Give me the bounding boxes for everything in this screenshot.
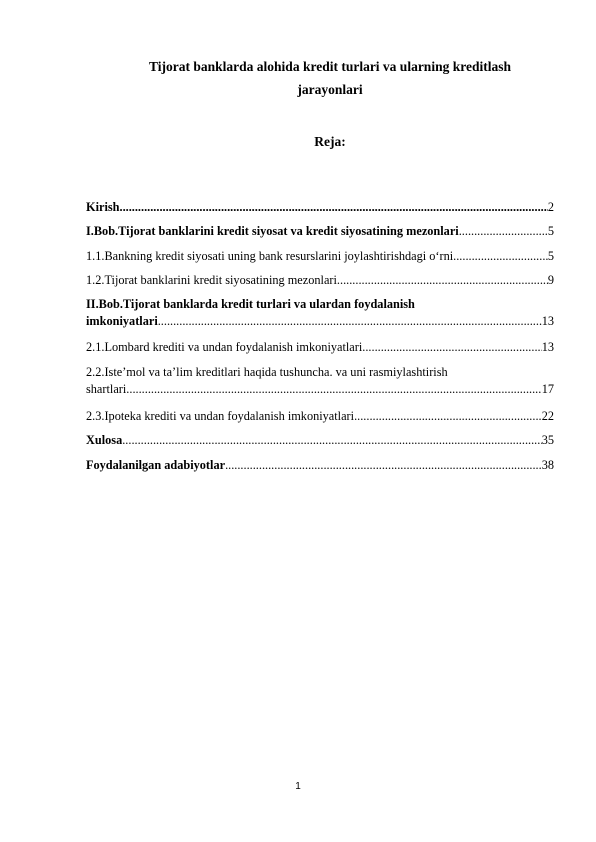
- toc-entry-page: 35: [541, 433, 554, 447]
- toc-entry-page: 38: [541, 458, 554, 472]
- toc-entry-page: 13: [541, 314, 554, 328]
- toc-leader-dots: [123, 200, 548, 215]
- document-title-line-1: Tijorat banklarda alohida kredit turlari va ularning kreditlash: [149, 59, 511, 74]
- toc-entry-page: 13: [541, 340, 554, 354]
- toc-entry-conclusion[interactable]: [86, 433, 554, 449]
- toc-entry-page: 2: [547, 200, 554, 214]
- toc-entry-section-1-1[interactable]: [86, 249, 554, 265]
- toc-entry-text: imkoniyatlari: [86, 314, 158, 328]
- toc-leader-dots: [122, 433, 541, 448]
- toc-entry-text: Xulosa: [86, 433, 123, 447]
- toc-entry-text: 1.1.Bankning kredit siyosati uning bank resurslarini joylashtirishdagi o‘rni.: [86, 249, 457, 263]
- toc-entry-section-1-2[interactable]: [86, 273, 554, 289]
- toc-entry-text: 2.1.Lombard krediti va undan foydalanish imkoniyatlari: [86, 340, 363, 354]
- toc-entry-page: 17: [541, 382, 554, 396]
- toc-entry-references[interactable]: [86, 458, 554, 474]
- toc-entry-section-2-2-line-1[interactable]: 2.2.Iste’mol va ta’lim kreditlari haqida tushuncha. va uni rasmiylashtirish: [86, 365, 448, 379]
- toc-entry-chapter-1[interactable]: [86, 224, 554, 240]
- toc-leader-dots: [354, 409, 542, 424]
- toc-entry-chapter-2-line-1[interactable]: II.Bob.Tijorat banklarda kredit turlari va ulardan foydalanish: [86, 297, 415, 311]
- toc-leader-dots: [126, 382, 541, 397]
- toc-entry-text: 2.3.Ipoteka krediti va undan foydalanish imkoniyatlari: [86, 409, 355, 423]
- page-number: 1: [295, 781, 301, 792]
- toc-entry-page: 5: [547, 249, 554, 263]
- toc-entry-text: Foydalanilgan adabiyotlar: [86, 458, 226, 472]
- toc-leader-dots: [459, 224, 548, 239]
- toc-entry-page: 22: [541, 409, 554, 423]
- toc-entry-chapter-2[interactable]: [86, 314, 554, 330]
- toc-entry-page: 5: [547, 224, 554, 238]
- toc-leader-dots: [225, 458, 542, 473]
- toc-leader-dots: [456, 249, 548, 264]
- document-title-line-2: jarayonlari: [297, 82, 363, 97]
- toc-leader-dots: [337, 273, 548, 288]
- toc-entry-text: shartlari: [86, 382, 127, 396]
- toc-entry-text: Kirish.: [86, 200, 123, 214]
- plan-heading: Reja:: [314, 134, 346, 149]
- toc-entry-page: 9: [547, 273, 554, 287]
- toc-entry-section-2-1[interactable]: [86, 340, 554, 356]
- toc-entry-text: I.Bob.Tijorat banklarini kredit siyosat va kredit siyosatining mezonlari: [86, 224, 459, 238]
- toc-entry-section-2-3[interactable]: [86, 409, 554, 425]
- toc-leader-dots: [158, 314, 542, 329]
- toc-leader-dots: [362, 340, 541, 355]
- toc-entry-text: 1.2.Tijorat banklarini kredit siyosatining mezonlari: [86, 273, 337, 287]
- toc-entry-section-2-2[interactable]: [86, 382, 554, 398]
- toc-entry-introduction[interactable]: [86, 200, 554, 216]
